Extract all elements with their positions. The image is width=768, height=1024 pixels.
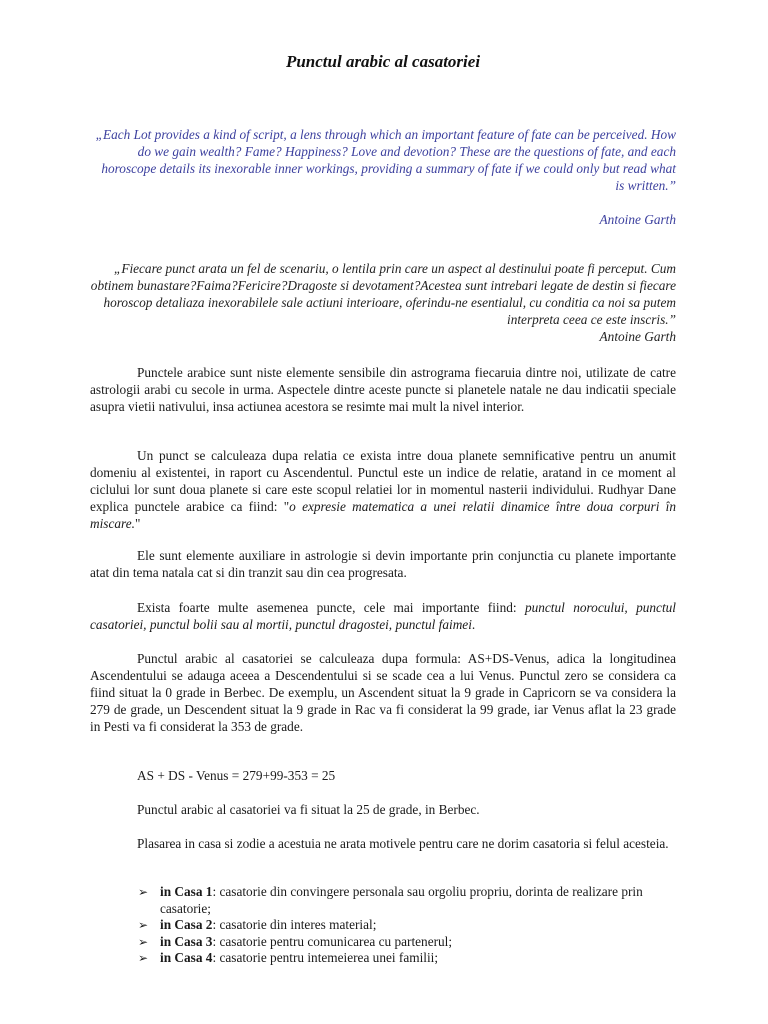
paragraph-placement: Plasarea in casa si zodie a acestuia ne arata motivele pentru care ne dorim casatoria si felul acesteia.	[137, 836, 669, 851]
paragraph-important-points-list: punctul norocului, punctul casatoriei, punctul bolii sau al mortii, punctul dragostei, punctul faimei	[90, 600, 676, 632]
page-title: Punctul arabic al casatoriei	[285, 52, 481, 71]
list-item-text: : casatorie din convingere personala sau orgoliu propriu, dorinta de realizare prin casatorie;	[160, 884, 643, 916]
list-item-text: : casatorie pentru intemeierea unei familii;	[212, 950, 439, 965]
paragraph-result: Punctul arabic al casatoriei va fi situat la 25 de grade, in Berbec.	[137, 802, 480, 817]
quote-english: „Each Lot provides a kind of script, a lens through which an important feature of fate can be perceived. How do we gain wealth? Fame? Happiness? Love and devotion? These are the questions of fate, and each horoscope details its inexorable inner workings, providing a summary of fate if we could only but read what is written.”	[95, 127, 676, 193]
list-item-label: in Casa 3	[160, 933, 213, 949]
list-item	[138, 884, 678, 917]
paragraph-calculation-quote: o expresie matematica a unei relatii dinamice între doua corpuri în miscare.	[90, 499, 676, 531]
list-item	[138, 934, 678, 951]
list-item-label: in Casa 1	[160, 884, 213, 899]
quote-english-author: Antoine Garth	[599, 212, 676, 227]
arrow-bullet-icon: ➢	[138, 918, 149, 932]
paragraph-calculation-end: "	[134, 516, 141, 531]
paragraph-auxiliary: Ele sunt elemente auxiliare in astrologie si devin importante prin conjunctia cu planete importante atat din tema natala cat si din tranzit sau din cea progresata.	[90, 548, 676, 580]
quote-romanian-author: Antoine Garth	[599, 329, 676, 344]
paragraph-important-points-end: .	[471, 617, 476, 632]
paragraph-important-points-text: Exista foarte multe asemenea puncte, cele mai importante fiind:	[137, 600, 525, 615]
formula-line: AS + DS - Venus = 279+99-353 = 25	[137, 768, 336, 783]
list-item	[138, 917, 678, 934]
paragraph-formula-explanation: Punctul arabic al casatoriei se calculeaza dupa formula: AS+DS-Venus, adica la longitudinea Ascendentului se adauga aceea a Descendentului si se scade cea a lui Venus. Punctul zero se considera ca fiind situat la 0 grade in Berbec. De exemplu, un Ascendent situat la 9 grade in Capricorn se va considera la 279 de grade, un Descendent situat la 9 grade in Rac va fi considerat la 99 grade, iar Venus aflat la 23 grade in Pesti va fi considerat la 353 de grade.	[90, 651, 676, 734]
list-item-text: : casatorie pentru comunicarea cu partenerul;	[212, 933, 453, 949]
arrow-bullet-icon: ➢	[138, 951, 149, 965]
list-item-label: in Casa 4	[160, 950, 213, 965]
arrow-bullet-icon: ➢	[138, 885, 149, 899]
paragraph-calculation	[90, 447, 676, 532]
quote-romanian: „Fiecare punct arata un fel de scenariu, o lentila prin care un aspect al destinului poate fi perceput. Cum obtinem bunastare?Faima?Fericire?Dragoste si devotament?Acestea sunt intrebari legate de destin si fiecare horoscop detaliaza inexorabilele sale actiuni interioare, oferindu-ne esentialul, cu conditia ca noi sa putem interpreta ceea ce este inscris.”	[90, 261, 676, 327]
paragraph-calculation-text: Un punct se calculeaza dupa relatia ce exista intre doua planete semnificative pentru un anumit domeniu al existentei, in raport cu Ascendentul. Punctul este un indice de relatie, aratand in ce moment al ciclului lor sunt doua planete si care este scopul relatiei lor in momentul nasterii individului. Rudhyar Dane explica punctele arabice ca fiind: "	[90, 448, 676, 514]
arrow-bullet-icon: ➢	[138, 934, 149, 949]
list-item	[138, 950, 678, 967]
paragraph-important-points	[90, 599, 676, 633]
list-item-label: in Casa 2	[160, 917, 213, 932]
house-list	[138, 884, 678, 967]
paragraph-intro: Punctele arabice sunt niste elemente sensibile din astrograma fiecaruia dintre noi, utilizate de catre astrologii arabi cu secole in urma. Aspectele dintre aceste puncte si planetele natale ne dau indicatii speciale asupra vietii nativului, insa actiunea acestora se resimte mai mult la nivel interior.	[90, 365, 676, 414]
list-item-text: : casatorie din interes material;	[212, 917, 377, 932]
